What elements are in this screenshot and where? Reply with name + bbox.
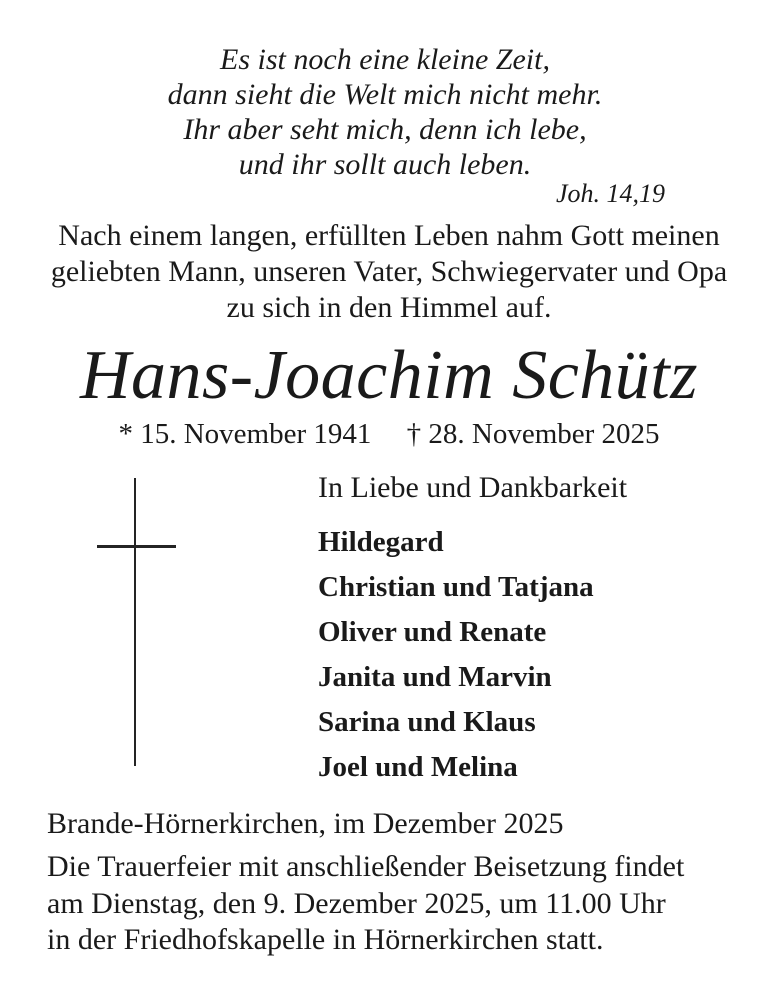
cross-vertical-bar [134,478,136,766]
mourner: Sarina und Klaus [318,706,536,738]
service-line: Die Trauerfeier mit anschließender Beisetzung findet [47,850,685,883]
mourner: Janita und Marvin [318,661,552,693]
intro-text [0,218,778,326]
life-dates [0,418,778,451]
quote-source: Joh. 14,19 [555,179,665,208]
quote-line: Es ist noch eine kleine Zeit, [220,43,550,76]
quote-line: Ihr aber seht mich, denn ich lebe, [183,113,587,146]
footer-section [47,806,757,959]
intro-line: zu sich in den Himmel auf. [226,291,552,324]
intro-line: geliebten Mann, unseren Vater, Schwiegervater und Opa [50,255,728,288]
death-date: † 28. November 2025 [406,418,660,450]
quote-line: dann sieht die Welt mich nicht mehr. [167,78,603,111]
service-details [47,849,757,959]
mourner: Oliver und Renate [318,616,547,648]
quote-line: und ihr sollt auch leben. [238,148,532,181]
deceased-name: Hans-Joachim Schütz [79,337,698,414]
cross-horizontal-bar [97,545,176,548]
mourner: Joel und Melina [318,751,518,783]
birth-date: * 15. November 1941 [118,418,372,450]
service-line: in der Friedhofskapelle in Hörnerkirchen statt. [47,923,604,956]
place-date: Brande-Hörnerkirchen, im Dezember 2025 [47,807,564,840]
scripture-quote [0,42,770,182]
intro-line: Nach einem langen, erfüllten Leben nahm Gott meinen [58,219,720,252]
mourner: Hildegard [318,526,444,558]
mourner: Christian und Tatjana [318,571,594,603]
mourners-list [318,520,627,790]
condolence-heading: In Liebe und Dankbarkeit [318,471,628,504]
mourners-section [318,470,627,790]
service-line: am Dienstag, den 9. Dezember 2025, um 11.00 Uhr [47,886,666,920]
